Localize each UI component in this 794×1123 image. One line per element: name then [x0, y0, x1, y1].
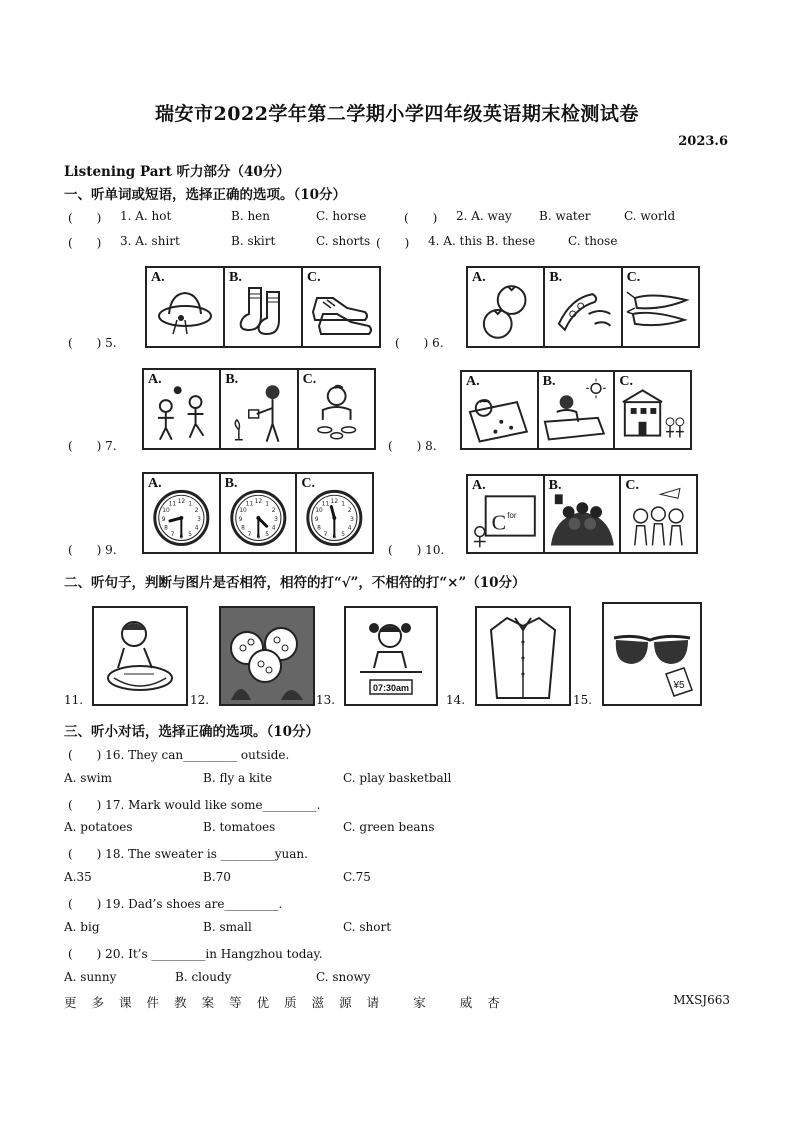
footer-code: MXSJ663 [673, 993, 730, 1007]
q6-option-c-carrots [623, 268, 698, 346]
svg-text:C: C [491, 510, 507, 535]
footer-char: 案 [201, 995, 215, 1010]
svg-text:4: 4 [348, 525, 352, 532]
q1-option-b: B. hen [231, 209, 271, 223]
q16-option-b: B. fly a kite [203, 771, 273, 785]
q10-label-a: A. [472, 478, 486, 493]
q11-number: 11. [64, 693, 84, 707]
q18-stem[interactable]: ( ) 18. The sweater is _________yuan. [68, 847, 308, 861]
q19-stem[interactable]: ( ) 19. Dad’s shoes are_________. [68, 897, 283, 911]
svg-text:11: 11 [245, 501, 253, 508]
q6-option-a-tomatoes [468, 268, 545, 346]
q9-option-a-clock [144, 474, 221, 552]
q5-option-b-socks [225, 268, 303, 346]
q10-label-b: B. [548, 478, 562, 493]
alarm-clock-time: 07:30am [372, 683, 410, 693]
svg-text:10: 10 [162, 508, 170, 515]
q15-picture[interactable] [602, 602, 702, 706]
q6-label-c: C. [626, 270, 641, 285]
q8-option-b-getting-up [539, 372, 616, 448]
svg-text:5: 5 [264, 532, 269, 539]
q17-option-c: C. green beans [343, 820, 435, 834]
q8-picture-set [460, 370, 692, 450]
svg-text:3: 3 [273, 516, 278, 523]
q8-option-a-sleeping [462, 372, 539, 448]
q9-option-b-clock [221, 474, 298, 552]
q8-label-c: C. [619, 374, 633, 389]
price-tag-text: ¥5 [673, 680, 685, 691]
q7-label-c: C. [302, 372, 317, 387]
q20-option-c: C. snowy [316, 970, 371, 984]
svg-text:1: 1 [264, 501, 269, 508]
footer-char: 源 [339, 995, 352, 1010]
footer-char: 更 [64, 995, 77, 1010]
svg-text:9: 9 [238, 516, 243, 523]
footer-text [64, 993, 500, 1011]
svg-text:11: 11 [322, 501, 330, 508]
board-text: for [507, 510, 517, 520]
q10-label[interactable]: ( ) 10. [388, 543, 445, 557]
q9-option-c-clock [297, 474, 372, 552]
q3-option-b: B. skirt [231, 234, 276, 248]
shirt-icon [477, 608, 569, 704]
q7-option-b-watering [221, 370, 298, 448]
q8-label[interactable]: ( ) 8. [388, 439, 437, 453]
section2-heading: 二、听句子，判断与图片是否相符，相符的打“√”，不相符的打“×”（10分） [64, 575, 526, 591]
svg-text:1: 1 [341, 501, 346, 508]
q5-option-a-hat [147, 268, 225, 346]
q20-option-a: A. sunny [64, 970, 117, 984]
q19-option-c: C. short [343, 920, 392, 934]
q8-option-c-school [615, 372, 690, 448]
q10-option-b-music-class [545, 476, 622, 552]
svg-text:3: 3 [350, 516, 355, 523]
footer-char: 请 [366, 995, 380, 1010]
q7-option-c-eating [299, 370, 374, 448]
q10-option-a-english-class [468, 476, 545, 552]
q6-label-b: B. [549, 270, 563, 285]
footer-char: 杏 [487, 995, 500, 1010]
q5-label[interactable]: ( ) 5. [68, 336, 117, 350]
q5-label-b: B. [229, 270, 242, 285]
svg-text:9: 9 [161, 516, 166, 523]
cauliflower-icon [221, 608, 313, 704]
footer-char: 质 [284, 995, 297, 1010]
q13-number: 13. [316, 693, 336, 707]
footer-char: 课 [119, 995, 132, 1010]
q1-option-a: 1. A. hot [120, 209, 172, 223]
q16-option-c: C. play basketball [343, 771, 452, 785]
q7-option-a-football [144, 370, 221, 448]
footer-char: 多 [91, 995, 105, 1010]
q16-option-a: A. swim [64, 771, 112, 785]
q7-label-a: A. [148, 372, 162, 387]
svg-text:12: 12 [254, 499, 262, 506]
q6-label[interactable]: ( ) 6. [395, 336, 444, 350]
q18-option-c: C.75 [343, 870, 371, 884]
q20-stem[interactable]: ( ) 20. It’s _________in Hangzhou today. [68, 947, 323, 961]
q2-option-c: C. world [624, 209, 676, 223]
svg-text:1: 1 [188, 501, 193, 508]
listening-heading: Listening Part 听力部分（40分） [64, 164, 290, 180]
q19-option-a: A. big [64, 920, 100, 934]
q5-label-a: A. [151, 270, 165, 285]
girl-breakfast-icon [346, 608, 436, 704]
q9-label-a: A. [148, 476, 162, 491]
q5-label-c: C. [307, 270, 321, 285]
footer-char: 家 [413, 995, 426, 1010]
q4-answer-paren[interactable]: ( ) [376, 236, 410, 250]
svg-text:8: 8 [317, 525, 322, 532]
q9-label-b: B. [224, 476, 238, 491]
q1-answer-paren[interactable]: ( ) [68, 211, 102, 225]
q18-option-a: A.35 [64, 870, 92, 884]
q9-label[interactable]: ( ) 9. [68, 543, 117, 557]
footer-char: 教 [174, 995, 187, 1010]
svg-text:2: 2 [194, 508, 199, 515]
footer-char: 优 [256, 995, 270, 1010]
q20-option-b: B. cloudy [175, 970, 232, 984]
svg-text:10: 10 [238, 508, 247, 515]
q6-label-a: A. [472, 270, 486, 285]
q14-number: 14. [446, 693, 466, 707]
svg-text:8: 8 [164, 525, 168, 532]
svg-text:6: 6 [332, 534, 337, 541]
exam-date: 2023.6 [678, 134, 728, 149]
section3-heading: 三、听小对话，选择正确的选项。（10分） [64, 724, 320, 740]
q10-picture-set [466, 474, 698, 554]
q3-answer-paren[interactable]: ( ) [68, 236, 102, 250]
washing-clothes-icon [94, 608, 186, 704]
footer-char: 件 [146, 995, 160, 1010]
q17-stem[interactable]: ( ) 17. Mark would like some_________. [68, 798, 321, 812]
q3-option-a: 3. A. shirt [120, 234, 180, 248]
q7-label-b: B. [225, 372, 239, 387]
q7-label[interactable]: ( ) 7. [68, 439, 117, 453]
svg-text:4: 4 [194, 525, 199, 532]
q19-option-b: B. small [203, 920, 252, 934]
footer-char: 威 [459, 995, 473, 1010]
q14-picture[interactable] [475, 606, 571, 706]
q5-option-c-sneakers [303, 268, 379, 346]
svg-text:4: 4 [271, 525, 276, 532]
svg-text:7: 7 [170, 532, 175, 539]
q15-number: 15. [573, 693, 593, 707]
q16-stem[interactable]: ( ) 16. They can_________ outside. [68, 748, 290, 762]
q9-picture-set [142, 472, 374, 554]
q1-option-c: C. horse [316, 209, 367, 223]
svg-text:8: 8 [240, 525, 245, 532]
sunglasses-icon [604, 604, 700, 704]
q6-picture-set [466, 266, 700, 348]
q3-option-c: C. shorts [316, 234, 371, 248]
q12-picture[interactable] [219, 606, 315, 706]
q10-option-c-friends [621, 476, 696, 552]
svg-text:10: 10 [315, 508, 324, 515]
q10-label-c: C. [625, 478, 639, 493]
q6-option-b-beans [545, 268, 622, 346]
q5-picture-set [145, 266, 381, 348]
svg-text:2: 2 [348, 508, 352, 515]
footer-char: 滋 [311, 995, 325, 1010]
q8-label-b: B. [542, 374, 556, 389]
q2-option-b: B. water [539, 209, 591, 223]
svg-text:7: 7 [247, 532, 252, 539]
q4-option-ab: 4. A. this B. these [428, 234, 536, 248]
svg-text:5: 5 [188, 532, 193, 539]
section1-heading: 一、听单词或短语，选择正确的选项。（10分） [64, 187, 347, 203]
q9-label-c: C. [301, 476, 315, 491]
q8-label-a: A. [466, 374, 480, 389]
q13-picture[interactable] [344, 606, 438, 706]
q12-number: 12. [190, 693, 210, 707]
q11-picture[interactable] [92, 606, 188, 706]
footer-char: 等 [229, 995, 242, 1010]
svg-text:12: 12 [330, 499, 339, 506]
svg-text:2: 2 [271, 508, 276, 515]
svg-text:6: 6 [256, 534, 260, 541]
svg-text:11: 11 [168, 501, 177, 508]
q18-option-b: B.70 [203, 870, 231, 884]
q2-answer-paren[interactable]: ( ) [404, 211, 438, 225]
q4-option-c: C. those [568, 234, 618, 248]
svg-text:6: 6 [179, 534, 184, 541]
exam-title: 瑞安市2022学年第二学期小学四年级英语期末检测试卷 [155, 103, 639, 125]
q7-picture-set [142, 368, 376, 450]
svg-text:7: 7 [323, 532, 328, 539]
q17-option-a: A. potatoes [64, 820, 133, 834]
svg-text:3: 3 [197, 516, 201, 523]
q17-option-b: B. tomatoes [203, 820, 276, 834]
svg-text:9: 9 [315, 516, 319, 523]
q2-option-a: 2. A. way [456, 209, 512, 223]
svg-text:5: 5 [341, 532, 346, 539]
svg-text:12: 12 [177, 499, 186, 506]
